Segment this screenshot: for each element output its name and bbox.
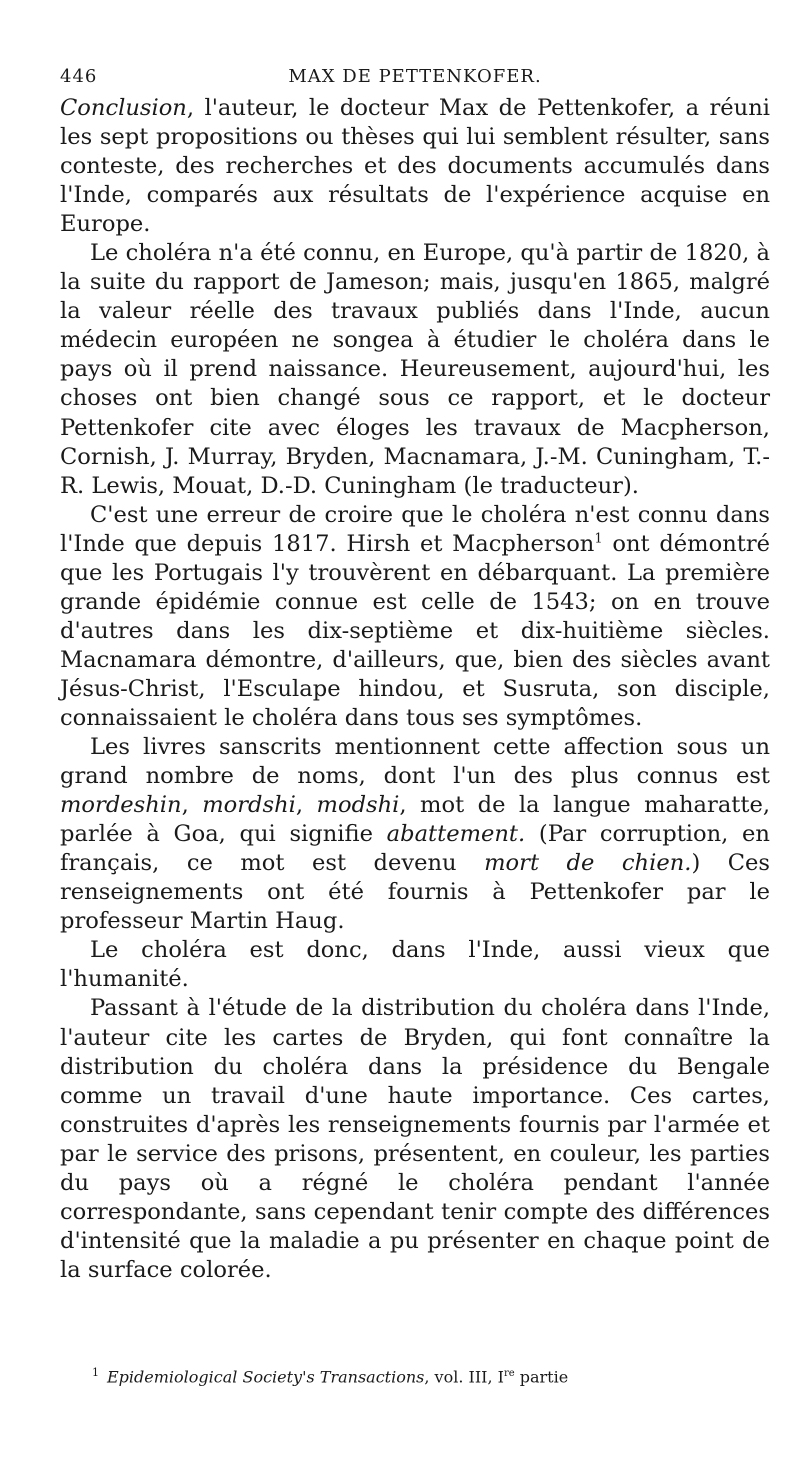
footnote-volume: , vol. III, I xyxy=(424,1367,504,1387)
paragraph-text: C'est une erreur de croire que le choléra n'est connu dans l'Inde que depuis 1817. Hirsh et Macpherson xyxy=(60,501,770,557)
page-number: 446 xyxy=(60,66,98,87)
paragraph-text: Le choléra n'a été connu, en Europe, qu'à partir de 1820, à la suite du rapport de Jameson; mais, jusqu'en 1865, malgré la valeur réelle des travaux publiés dans l'Inde, aucun médecin européen ne songea à étudier le choléra dans le pays où il prend naissance. Heureusement, aujourd'hui, les choses ont bien changé sous ce rapport, et le docteur Pettenkofer cite avec éloges les travaux de Macpherson, Cornish, J. Murray, Bryden, Macnamara, J.-M. Cuningham, T.-R. Lewis, Mouat, D.-D. Cuningham (le traducteur). xyxy=(60,240,770,499)
italic-text: mordshi xyxy=(202,792,296,819)
paragraph xyxy=(60,733,770,936)
document-page xyxy=(60,60,770,1285)
paragraph-text: Passant à l'étude de la distribution du choléra dans l'Inde, l'auteur cite les cartes de Bryden, qui font connaître la distribution du choléra dans la présidence du Bengale comme un travail d'une haute importance. Ces cartes, construites d'après les renseignements fournis par l'armée et par le service des prisons, présentent, en couleur, les parties du pays où a régné le choléra pendant l'année correspondante, sans cependant tenir compte des différences d'intensité que la maladie a pu présenter en chaque point de la surface colorée. xyxy=(60,995,770,1283)
paragraph xyxy=(60,239,770,500)
paragraph-text: , xyxy=(295,792,317,819)
italic-text: mordeshin xyxy=(60,792,182,819)
footnote xyxy=(92,1366,732,1386)
paragraph xyxy=(60,936,770,994)
paragraph-text: ont démontré que les Portugais l'y trouvèrent en débarquant. La première grande épidémie connue est celle de 1543; on en trouve d'autres dans les dix-septième et dix-huitième siècles. Macnamara démontre, d'ailleurs, que, bien des siècles avant Jésus-Christ, l'Esculape hindou, et Susruta, son disciple, connaissaient le choléra dans tous ses symptômes. xyxy=(60,530,771,731)
running-head: MAX DE PETTENKOFER. xyxy=(288,66,542,87)
footnote-reference: 1 xyxy=(594,531,603,547)
footnote-superscript: re xyxy=(503,1368,515,1379)
paragraph-text: Le choléra est donc, dans l'Inde, aussi vieux que l'humanité. xyxy=(60,937,770,993)
italic-text: Conclusion xyxy=(60,95,187,121)
footnote-part: partie xyxy=(514,1367,569,1387)
footnote-title: Epidemiological Society's Transactions xyxy=(107,1367,425,1387)
body-text xyxy=(60,94,770,1285)
italic-text: mort de chien. xyxy=(484,850,692,877)
italic-text: modshi xyxy=(316,792,400,819)
paragraph xyxy=(60,501,770,733)
paragraph-text: Les livres sanscrits mentionnent cette affection sous un grand nombre de noms, dont l'un des plus connus est xyxy=(60,734,770,790)
paragraph-text: , mot de la langue maharatte, parlée à Goa, qui signifie xyxy=(60,792,770,848)
page-header xyxy=(60,60,770,94)
paragraph-text: , l'auteur, le docteur Max de Pettenkofer, a réuni les sept propositions ou thèses qui lui semblent résulter, sans conteste, des recherches et des documents accumulés dans l'Inde, comparés aux résultats de l'expérience acquise en Europe. xyxy=(60,95,770,238)
paragraph xyxy=(60,994,770,1284)
paragraph-text: (Par corruption, en français, ce mot est devenu xyxy=(60,821,770,877)
paragraph-text: ) Ces renseignements ont été fournis à Pettenkofer par le professeur Martin Haug. xyxy=(60,850,771,935)
paragraph-text: , xyxy=(181,792,203,819)
italic-text: abattement. xyxy=(386,821,526,848)
footnote-number: 1 xyxy=(92,1366,99,1379)
paragraph xyxy=(60,94,770,239)
